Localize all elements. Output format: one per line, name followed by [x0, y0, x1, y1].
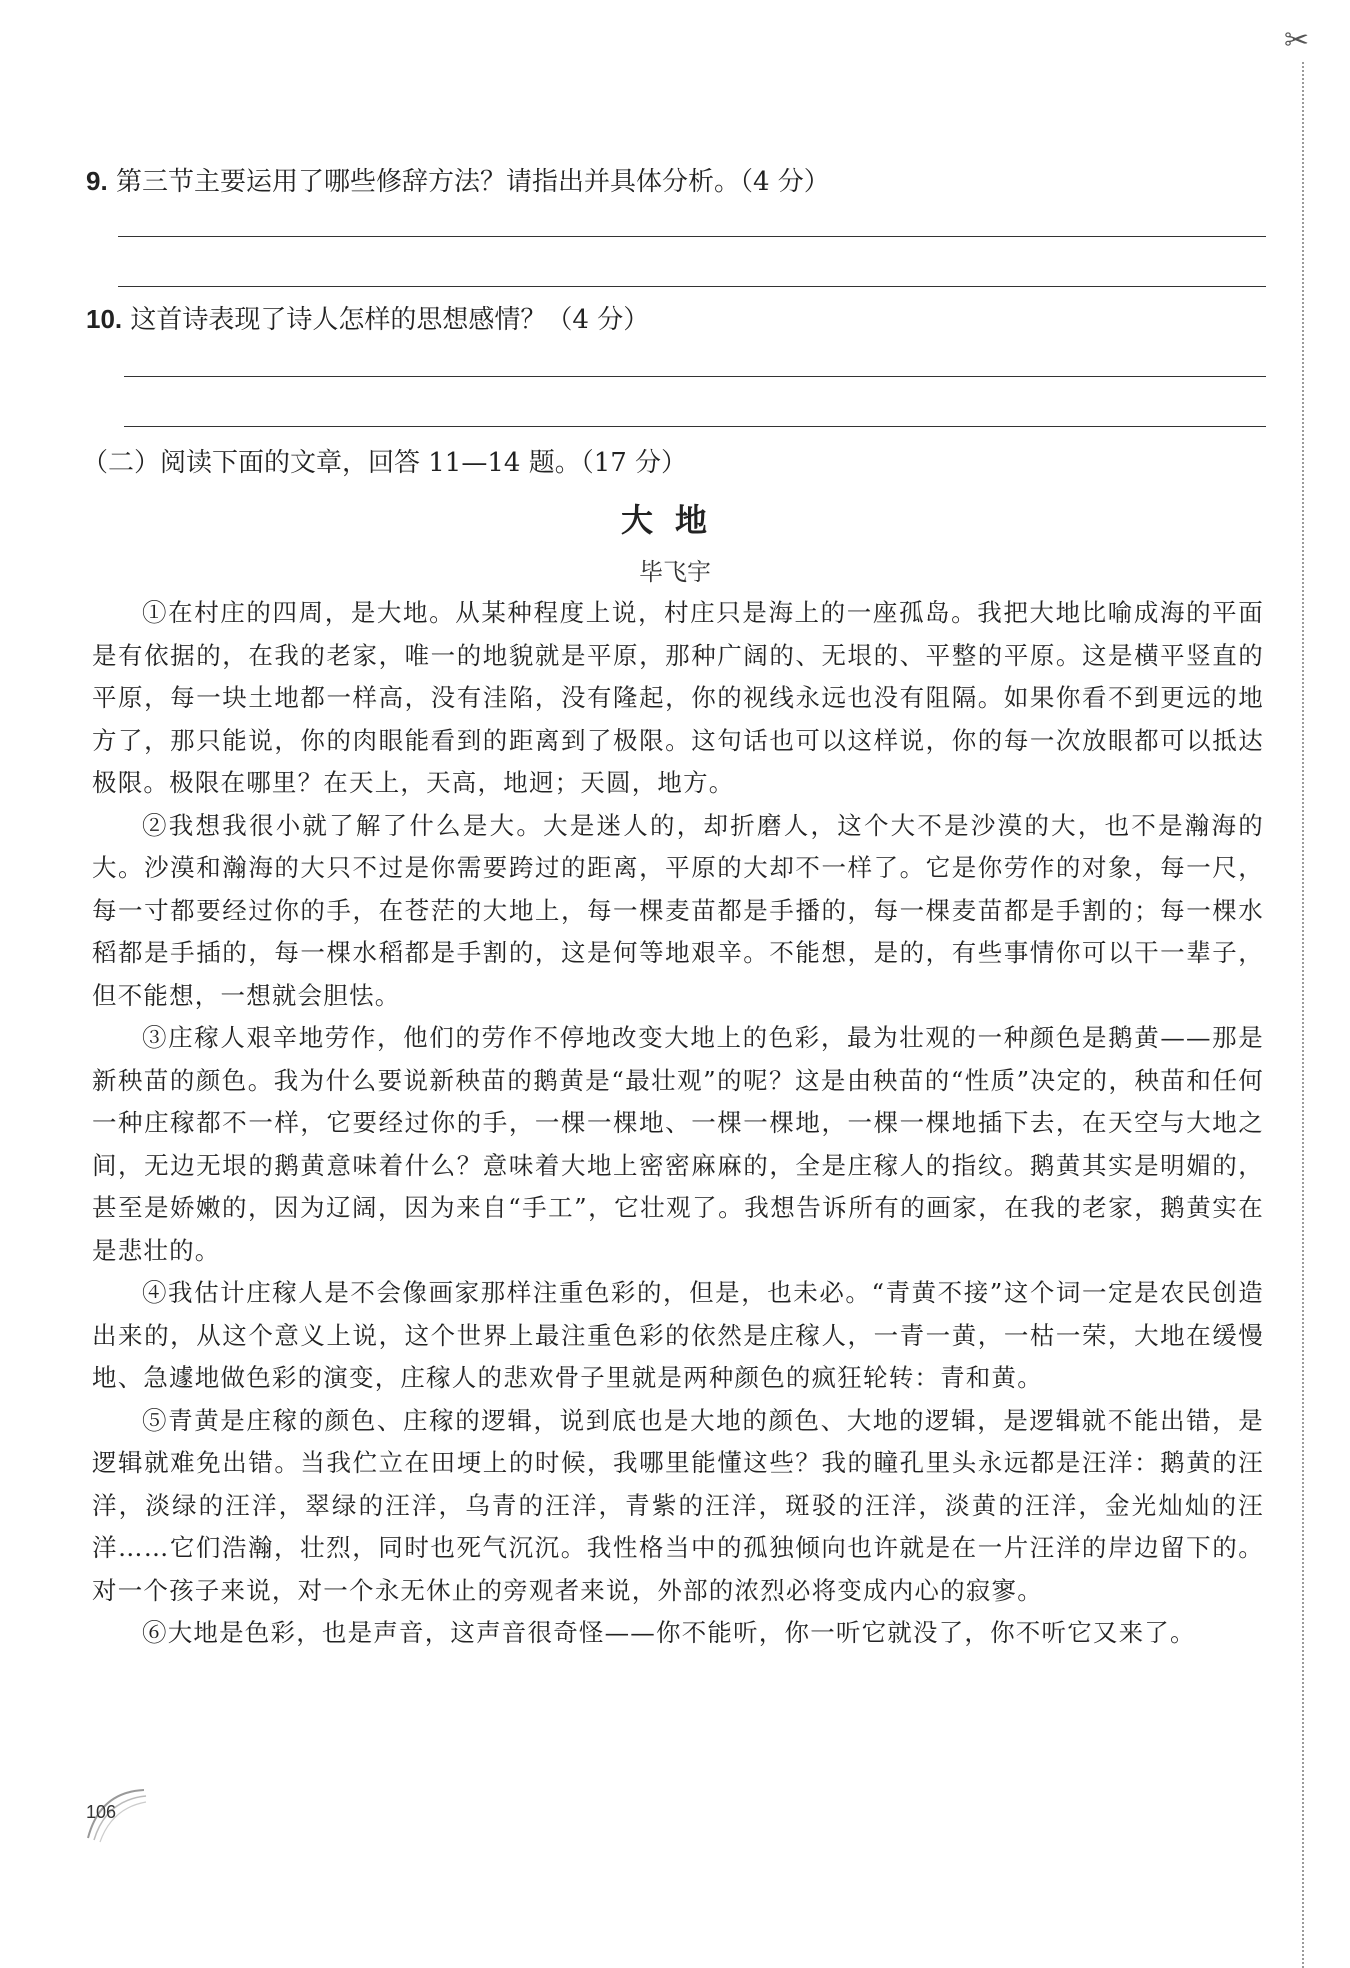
paragraph: ⑥大地是色彩，也是声音，这声音很奇怪——你不能听，你一听它就没了，你不听它又来了。	[142, 1618, 1196, 1647]
scissors-icon: ✂	[1284, 23, 1310, 58]
question-9	[86, 164, 830, 199]
question-text: 第三节主要运用了哪些修辞方法？请指出并具体分析。（4 分）	[107, 167, 830, 197]
question-text: 这首诗表现了诗人怎样的思想感情？（4 分）	[122, 305, 650, 335]
article-author: 毕飞宇	[639, 558, 711, 586]
article-title: 大地	[620, 501, 729, 539]
question-number: 9.	[86, 166, 108, 196]
cut-line	[1302, 62, 1304, 1968]
answer-line[interactable]	[118, 236, 1266, 237]
section-heading: （二）阅读下面的文章，回答 11—14 题。（17 分）	[82, 448, 688, 478]
article-body	[92, 592, 1264, 1655]
paragraph: ①在村庄的四周，是大地。从某种程度上说，村庄只是海上的一座孤岛。我把大地比喻成海的平面是有依据的，在我的老家，唯一的地貌就是平原，那种广阔的、无垠的、平整的平原。这是横平竖直的平原，每一块土地都一样高，没有洼陷，没有隆起，你的视线永远也没有阻隔。如果你看不到更远的地方了，那只能说，你的肉眼能看到的距离到了极限。这句话也可以这样说，你的每一次放眼都可以抵达极限。极限在哪里？在天上，天高，地迥；天圆，地方。	[92, 598, 1264, 797]
question-10	[86, 302, 649, 337]
page-number: 106	[86, 1802, 117, 1822]
paragraph: ④我估计庄稼人是不会像画家那样注重色彩的，但是，也未必。“青黄不接”这个词一定是农民创造出来的，从这个意义上说，这个世界上最注重色彩的依然是庄稼人，一青一黄，一枯一荣，大地在缓慢地、急遽地做色彩的演变，庄稼人的悲欢骨子里就是两种颜色的疯狂轮转：青和黄。	[92, 1278, 1264, 1392]
question-number: 10.	[86, 304, 123, 334]
paragraph: ③庄稼人艰辛地劳作，他们的劳作不停地改变大地上的色彩，最为壮观的一种颜色是鹅黄——那是新秧苗的颜色。我为什么要说新秧苗的鹅黄是“最壮观”的呢？这是由秧苗的“性质”决定的，秧苗和任何一种庄稼都不一样，它要经过你的手，一棵一棵地、一棵一棵地，一棵一棵地插下去，在天空与大地之间，无边无垠的鹅黄意味着什么？意味着大地上密密麻麻的，全是庄稼人的指纹。鹅黄其实是明媚的，甚至是娇嫩的，因为辽阔，因为来自“手工”，它壮观了。我想告诉所有的画家，在我的老家，鹅黄实在是悲壮的。	[92, 1023, 1264, 1265]
paragraph: ⑤青黄是庄稼的颜色、庄稼的逻辑，说到底也是大地的颜色、大地的逻辑，是逻辑就不能出错，是逻辑就难免出错。当我伫立在田埂上的时候，我哪里能懂这些？我的瞳孔里头永远都是汪洋：鹅黄的汪洋，淡绿的汪洋，翠绿的汪洋，乌青的汪洋，青紫的汪洋，斑驳的汪洋，淡黄的汪洋，金光灿灿的汪洋……它们浩瀚，壮烈，同时也死气沉沉。我性格当中的孤独倾向也许就是在一片汪洋的岸边留下的。对一个孩子来说，对一个永无休止的旁观者来说，外部的浓烈必将变成内心的寂寥。	[92, 1405, 1264, 1605]
answer-line[interactable]	[124, 426, 1266, 427]
answer-line[interactable]	[124, 376, 1266, 377]
paragraph: ②我想我很小就了解了什么是大。大是迷人的，却折磨人，这个大不是沙漠的大，也不是瀚海的大。沙漠和瀚海的大只不过是你需要跨过的距离，平原的大却不一样了。它是你劳作的对象，每一尺，每一寸都要经过你的手，在苍茫的大地上，每一棵麦苗都是手播的，每一棵麦苗都是手割的；每一棵水稻都是手插的，每一棵水稻都是手割的，这是何等地艰辛。不能想，是的，有些事情你可以干一辈子，但不能想，一想就会胆怯。	[92, 810, 1264, 1010]
answer-line[interactable]	[118, 286, 1266, 287]
